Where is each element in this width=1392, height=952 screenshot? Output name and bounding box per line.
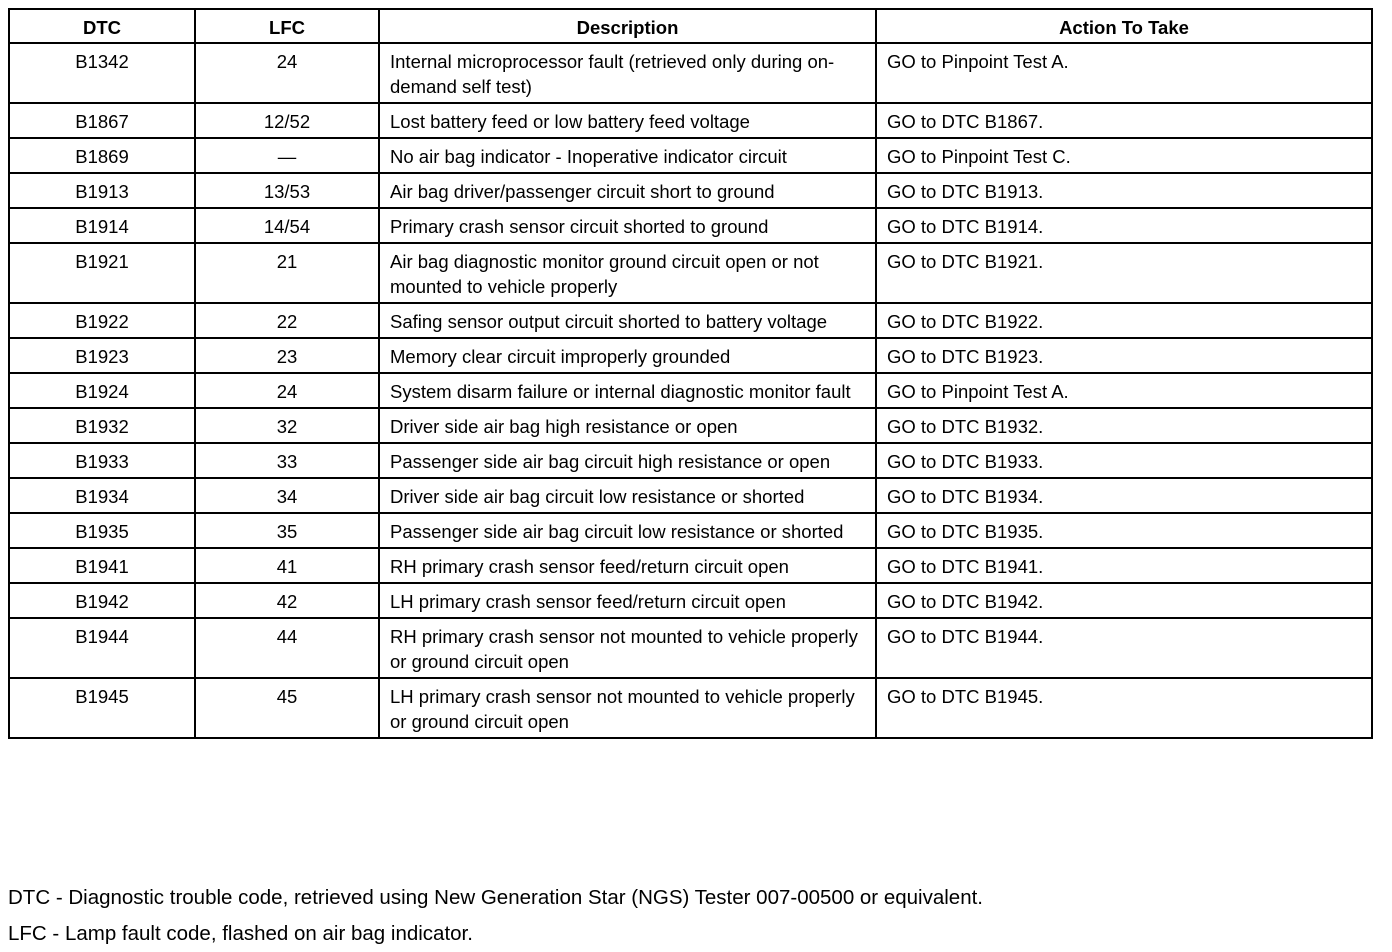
table-row [9, 243, 1372, 303]
cell-action: GO to DTC B1933. [876, 443, 1372, 478]
cell-dtc: B1935 [9, 513, 195, 548]
table-row [9, 618, 1372, 678]
cell-action: GO to Pinpoint Test A. [876, 43, 1372, 103]
table-row [9, 208, 1372, 243]
cell-lfc: 22 [195, 303, 379, 338]
cell-lfc: 42 [195, 583, 379, 618]
cell-description: No air bag indicator - Inoperative indicator circuit [379, 138, 876, 173]
table-row [9, 548, 1372, 583]
cell-description: System disarm failure or internal diagnostic monitor fault [379, 373, 876, 408]
footnotes [8, 880, 1378, 952]
cell-description: LH primary crash sensor feed/return circuit open [379, 583, 876, 618]
cell-lfc: 32 [195, 408, 379, 443]
cell-lfc: 23 [195, 338, 379, 373]
table-body [9, 43, 1372, 738]
cell-dtc: B1921 [9, 243, 195, 303]
cell-action: GO to DTC B1913. [876, 173, 1372, 208]
cell-action: GO to Pinpoint Test A. [876, 373, 1372, 408]
table-row [9, 583, 1372, 618]
cell-description: Internal microprocessor fault (retrieved only during on-demand self test) [379, 43, 876, 103]
cell-dtc: B1869 [9, 138, 195, 173]
cell-dtc: B1933 [9, 443, 195, 478]
cell-lfc: 24 [195, 373, 379, 408]
cell-dtc: B1945 [9, 678, 195, 738]
cell-description: Lost battery feed or low battery feed voltage [379, 103, 876, 138]
table-row [9, 678, 1372, 738]
cell-dtc: B1913 [9, 173, 195, 208]
dtc-table [8, 8, 1373, 739]
cell-action: GO to DTC B1922. [876, 303, 1372, 338]
cell-action: GO to Pinpoint Test C. [876, 138, 1372, 173]
cell-description: RH primary crash sensor feed/return circuit open [379, 548, 876, 583]
table-row [9, 408, 1372, 443]
cell-description: Safing sensor output circuit shorted to battery voltage [379, 303, 876, 338]
cell-lfc: 33 [195, 443, 379, 478]
cell-lfc: 35 [195, 513, 379, 548]
header-description: Description [379, 9, 876, 43]
table-row [9, 103, 1372, 138]
cell-description: Air bag diagnostic monitor ground circuit open or not mounted to vehicle properly [379, 243, 876, 303]
cell-action: GO to DTC B1934. [876, 478, 1372, 513]
cell-action: GO to DTC B1923. [876, 338, 1372, 373]
cell-lfc: — [195, 138, 379, 173]
footnote-dtc: DTC - Diagnostic trouble code, retrieved using New Generation Star (NGS) Tester 007-00500 or equivalent. [8, 886, 983, 909]
cell-action: GO to DTC B1944. [876, 618, 1372, 678]
cell-description: Driver side air bag circuit low resistance or shorted [379, 478, 876, 513]
cell-action: GO to DTC B1867. [876, 103, 1372, 138]
cell-description: RH primary crash sensor not mounted to vehicle properly or ground circuit open [379, 618, 876, 678]
table-row [9, 478, 1372, 513]
cell-action: GO to DTC B1945. [876, 678, 1372, 738]
table-row [9, 303, 1372, 338]
table-header-row [9, 9, 1372, 43]
footnote-lfc: LFC - Lamp fault code, flashed on air bag indicator. [8, 922, 473, 945]
header-dtc: DTC [9, 9, 195, 43]
cell-lfc: 44 [195, 618, 379, 678]
table-row [9, 173, 1372, 208]
cell-description: Passenger side air bag circuit high resistance or open [379, 443, 876, 478]
header-action: Action To Take [876, 9, 1372, 43]
cell-description: Driver side air bag high resistance or open [379, 408, 876, 443]
cell-dtc: B1932 [9, 408, 195, 443]
cell-action: GO to DTC B1935. [876, 513, 1372, 548]
cell-dtc: B1924 [9, 373, 195, 408]
cell-lfc: 12/52 [195, 103, 379, 138]
cell-lfc: 14/54 [195, 208, 379, 243]
table-row [9, 443, 1372, 478]
table-row [9, 373, 1372, 408]
cell-action: GO to DTC B1932. [876, 408, 1372, 443]
table-row [9, 513, 1372, 548]
cell-dtc: B1942 [9, 583, 195, 618]
table-row [9, 138, 1372, 173]
cell-lfc: 45 [195, 678, 379, 738]
cell-action: GO to DTC B1914. [876, 208, 1372, 243]
cell-description: Memory clear circuit improperly grounded [379, 338, 876, 373]
cell-dtc: B1922 [9, 303, 195, 338]
cell-lfc: 24 [195, 43, 379, 103]
table-row [9, 43, 1372, 103]
cell-lfc: 34 [195, 478, 379, 513]
cell-dtc: B1342 [9, 43, 195, 103]
cell-dtc: B1914 [9, 208, 195, 243]
cell-dtc: B1867 [9, 103, 195, 138]
cell-action: GO to DTC B1921. [876, 243, 1372, 303]
cell-description: Air bag driver/passenger circuit short to ground [379, 173, 876, 208]
cell-dtc: B1923 [9, 338, 195, 373]
table-row [9, 338, 1372, 373]
cell-dtc: B1944 [9, 618, 195, 678]
cell-lfc: 21 [195, 243, 379, 303]
cell-dtc: B1934 [9, 478, 195, 513]
cell-lfc: 41 [195, 548, 379, 583]
cell-action: GO to DTC B1941. [876, 548, 1372, 583]
cell-lfc: 13/53 [195, 173, 379, 208]
cell-description: LH primary crash sensor not mounted to vehicle properly or ground circuit open [379, 678, 876, 738]
cell-description: Primary crash sensor circuit shorted to ground [379, 208, 876, 243]
cell-dtc: B1941 [9, 548, 195, 583]
cell-action: GO to DTC B1942. [876, 583, 1372, 618]
cell-description: Passenger side air bag circuit low resistance or shorted [379, 513, 876, 548]
header-lfc: LFC [195, 9, 379, 43]
